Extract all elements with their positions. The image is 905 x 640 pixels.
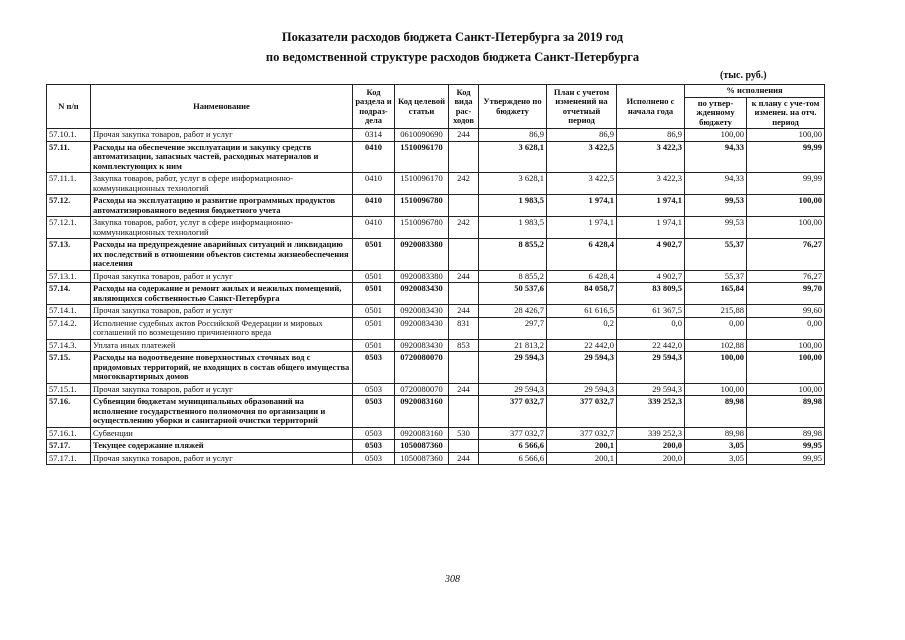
table-row (47, 239, 825, 271)
cell-plan: 377 032,7 (547, 427, 617, 440)
header-pct: % исполнения (685, 85, 825, 98)
cell-vid (449, 195, 479, 217)
cell-name: Субвенции бюджетам муниципальных образований на исполнение государственного полномочия по организации и осуществлению уборки и санитарной очистки территорий (91, 396, 353, 428)
cell-utv: 50 537,6 (479, 283, 547, 305)
cell-pct-utv: 165,84 (685, 283, 747, 305)
cell-num: 57.15. (47, 352, 91, 384)
cell-celevaya: 1510096170 (395, 173, 449, 195)
cell-pct-plan: 100,00 (747, 383, 825, 396)
cell-name: Прочая закупка товаров, работ и услуг (91, 383, 353, 396)
cell-name: Прочая закупка товаров, работ и услуг (91, 129, 353, 142)
cell-plan: 200,1 (547, 440, 617, 453)
cell-isp: 339 252,3 (617, 396, 685, 428)
cell-num: 57.16. (47, 396, 91, 428)
cell-celevaya: 0920083380 (395, 239, 449, 271)
cell-razdel: 0503 (353, 352, 395, 384)
cell-isp: 200,0 (617, 440, 685, 453)
cell-plan: 29 594,3 (547, 383, 617, 396)
cell-num: 57.11.1. (47, 173, 91, 195)
cell-num: 57.17. (47, 440, 91, 453)
cell-utv: 1 983,5 (479, 217, 547, 239)
table-body (47, 129, 825, 465)
table-row (47, 383, 825, 396)
cell-name: Уплата иных платежей (91, 339, 353, 352)
header-name: Наименование (91, 85, 353, 129)
cell-isp: 339 252,3 (617, 427, 685, 440)
cell-razdel: 0314 (353, 129, 395, 142)
cell-razdel: 0501 (353, 305, 395, 318)
cell-pct-plan: 100,00 (747, 352, 825, 384)
cell-razdel: 0410 (353, 217, 395, 239)
cell-celevaya: 0920083430 (395, 283, 449, 305)
cell-razdel: 0503 (353, 383, 395, 396)
cell-pct-utv: 3,05 (685, 452, 747, 465)
cell-isp: 4 902,7 (617, 270, 685, 283)
cell-plan: 200,1 (547, 452, 617, 465)
cell-celevaya: 1510096780 (395, 195, 449, 217)
cell-pct-plan: 100,00 (747, 129, 825, 142)
cell-plan: 86,9 (547, 129, 617, 142)
table-row (47, 440, 825, 453)
cell-num: 57.17.1. (47, 452, 91, 465)
cell-isp: 22 442,0 (617, 339, 685, 352)
table-row (47, 141, 825, 173)
table-row (47, 339, 825, 352)
cell-pct-utv: 94,33 (685, 173, 747, 195)
cell-num: 57.14. (47, 283, 91, 305)
cell-isp: 4 902,7 (617, 239, 685, 271)
cell-razdel: 0410 (353, 173, 395, 195)
header-isp: Исполнено с начала года (617, 85, 685, 129)
cell-plan: 29 594,3 (547, 352, 617, 384)
cell-utv: 3 628,1 (479, 173, 547, 195)
cell-razdel: 0410 (353, 195, 395, 217)
cell-pct-utv: 100,00 (685, 383, 747, 396)
cell-pct-plan: 76,27 (747, 239, 825, 271)
cell-pct-plan: 99,95 (747, 452, 825, 465)
cell-razdel: 0501 (353, 339, 395, 352)
cell-pct-plan: 99,70 (747, 283, 825, 305)
cell-pct-plan: 99,95 (747, 440, 825, 453)
cell-isp: 1 974,1 (617, 195, 685, 217)
table-row (47, 270, 825, 283)
cell-name: Прочая закупка товаров, работ и услуг (91, 305, 353, 318)
cell-celevaya: 0920083160 (395, 396, 449, 428)
cell-razdel: 0503 (353, 452, 395, 465)
cell-name: Расходы на содержание и ремонт жилых и нежилых помещений, являющихся собственностью Санкт-Петербурга (91, 283, 353, 305)
cell-utv: 377 032,7 (479, 396, 547, 428)
cell-plan: 377 032,7 (547, 396, 617, 428)
cell-name: Прочая закупка товаров, работ и услуг (91, 452, 353, 465)
cell-razdel: 0501 (353, 239, 395, 271)
cell-pct-utv: 89,98 (685, 396, 747, 428)
cell-plan: 3 422,5 (547, 141, 617, 173)
cell-plan: 61 616,5 (547, 305, 617, 318)
cell-pct-utv: 89,98 (685, 427, 747, 440)
cell-name: Исполнение судебных актов Российской Федерации и мировых соглашений по возмещению причиненного вреда (91, 317, 353, 339)
table-row (47, 305, 825, 318)
cell-isp: 86,9 (617, 129, 685, 142)
cell-utv: 29 594,3 (479, 352, 547, 384)
cell-name: Прочая закупка товаров, работ и услуг (91, 270, 353, 283)
cell-plan: 6 428,4 (547, 239, 617, 271)
cell-razdel: 0503 (353, 427, 395, 440)
cell-vid (449, 440, 479, 453)
cell-celevaya: 1050087360 (395, 452, 449, 465)
cell-name: Закупка товаров, работ, услуг в сфере информационно-коммуникационных технологий (91, 173, 353, 195)
cell-name: Расходы на обеспечение эксплуатации и закупку средств автоматизации, запасных частей, расходных материалов и комплектующих к ним (91, 141, 353, 173)
cell-pct-plan: 100,00 (747, 217, 825, 239)
cell-vid: 530 (449, 427, 479, 440)
header-pct-plan: к плану с уче-том изменен. на отч. период (747, 97, 825, 129)
cell-isp: 29 594,3 (617, 352, 685, 384)
units-label: (тыс. руб.) (720, 70, 767, 81)
cell-celevaya: 0920083380 (395, 270, 449, 283)
table-row (47, 427, 825, 440)
cell-isp: 0,0 (617, 317, 685, 339)
cell-celevaya: 0610090690 (395, 129, 449, 142)
table-row (47, 129, 825, 142)
cell-vid: 244 (449, 270, 479, 283)
cell-razdel: 0501 (353, 317, 395, 339)
cell-celevaya: 0920083430 (395, 339, 449, 352)
cell-utv: 6 566,6 (479, 452, 547, 465)
cell-plan: 0,2 (547, 317, 617, 339)
cell-num: 57.13.1. (47, 270, 91, 283)
cell-name: Субвенции (91, 427, 353, 440)
header-celevaya: Код целевой статьи (395, 85, 449, 129)
header-num: N п/п (47, 85, 91, 129)
cell-celevaya: 0720080070 (395, 383, 449, 396)
cell-celevaya: 1510096780 (395, 217, 449, 239)
cell-plan: 6 428,4 (547, 270, 617, 283)
table-row (47, 217, 825, 239)
cell-pct-plan: 99,99 (747, 173, 825, 195)
cell-vid: 242 (449, 173, 479, 195)
cell-name: Закупка товаров, работ, услуг в сфере информационно-коммуникационных технологий (91, 217, 353, 239)
cell-vid: 244 (449, 305, 479, 318)
table-row (47, 195, 825, 217)
cell-pct-utv: 100,00 (685, 129, 747, 142)
cell-vid: 244 (449, 452, 479, 465)
table-row (47, 173, 825, 195)
cell-pct-utv: 99,53 (685, 217, 747, 239)
cell-celevaya: 1050087360 (395, 440, 449, 453)
cell-plan: 3 422,5 (547, 173, 617, 195)
cell-utv: 377 032,7 (479, 427, 547, 440)
cell-vid (449, 141, 479, 173)
cell-utv: 8 855,2 (479, 239, 547, 271)
cell-name: Расходы на водоотведение поверхностных сточных вод с придомовых территорий, не входящих в состав общего имущества многоквартирных домов (91, 352, 353, 384)
cell-name: Расходы на эксплуатацию и развитие программных продуктов автоматизированного ведения бюджетного учета (91, 195, 353, 217)
cell-razdel: 0503 (353, 396, 395, 428)
cell-utv: 29 594,3 (479, 383, 547, 396)
cell-vid (449, 352, 479, 384)
cell-utv: 28 426,7 (479, 305, 547, 318)
page-number: 308 (445, 574, 460, 585)
cell-utv: 8 855,2 (479, 270, 547, 283)
cell-num: 57.15.1. (47, 383, 91, 396)
cell-isp: 83 809,5 (617, 283, 685, 305)
cell-vid: 244 (449, 129, 479, 142)
cell-vid: 242 (449, 217, 479, 239)
cell-pct-plan: 0,00 (747, 317, 825, 339)
cell-pct-utv: 0,00 (685, 317, 747, 339)
cell-isp: 61 367,5 (617, 305, 685, 318)
cell-celevaya: 0920083160 (395, 427, 449, 440)
cell-num: 57.12.1. (47, 217, 91, 239)
cell-num: 57.12. (47, 195, 91, 217)
cell-vid (449, 283, 479, 305)
cell-razdel: 0501 (353, 270, 395, 283)
table-row (47, 396, 825, 428)
cell-pct-utv: 102,88 (685, 339, 747, 352)
cell-utv: 86,9 (479, 129, 547, 142)
header-utv: Утверждено по бюджету (479, 85, 547, 129)
cell-utv: 3 628,1 (479, 141, 547, 173)
cell-isp: 3 422,3 (617, 141, 685, 173)
cell-vid: 831 (449, 317, 479, 339)
cell-pct-plan: 89,98 (747, 396, 825, 428)
cell-vid: 244 (449, 383, 479, 396)
cell-pct-utv: 215,88 (685, 305, 747, 318)
cell-num: 57.14.3. (47, 339, 91, 352)
cell-pct-utv: 55,37 (685, 270, 747, 283)
cell-pct-utv: 100,00 (685, 352, 747, 384)
cell-razdel: 0503 (353, 440, 395, 453)
cell-utv: 297,7 (479, 317, 547, 339)
cell-name: Расходы на предупреждение аварийных ситуаций и ликвидацию их последствий в отношении объектов системы жизнеобеспечения населения (91, 239, 353, 271)
cell-isp: 3 422,3 (617, 173, 685, 195)
cell-pct-utv: 94,33 (685, 141, 747, 173)
cell-pct-plan: 99,60 (747, 305, 825, 318)
cell-pct-plan: 99,99 (747, 141, 825, 173)
report-subtitle: по ведомственной структуре расходов бюджета Санкт-Петербурга (265, 50, 640, 64)
cell-isp: 200,0 (617, 452, 685, 465)
cell-utv: 1 983,5 (479, 195, 547, 217)
cell-num: 57.14.2. (47, 317, 91, 339)
table-row (47, 352, 825, 384)
cell-pct-plan: 76,27 (747, 270, 825, 283)
cell-isp: 29 594,3 (617, 383, 685, 396)
cell-razdel: 0501 (353, 283, 395, 305)
cell-num: 57.11. (47, 141, 91, 173)
cell-celevaya: 1510096170 (395, 141, 449, 173)
cell-num: 57.14.1. (47, 305, 91, 318)
header-plan: План с учетом изменений на отчетный период (547, 85, 617, 129)
cell-pct-utv: 55,37 (685, 239, 747, 271)
cell-name: Текущее содержание пляжей (91, 440, 353, 453)
cell-plan: 84 058,7 (547, 283, 617, 305)
cell-pct-plan: 100,00 (747, 339, 825, 352)
table-row (47, 283, 825, 305)
table-row (47, 452, 825, 465)
cell-plan: 1 974,1 (547, 195, 617, 217)
report-title: Показатели расходов бюджета Санкт-Петербурга за 2019 год (281, 30, 624, 44)
cell-celevaya: 0920083430 (395, 305, 449, 318)
cell-num: 57.13. (47, 239, 91, 271)
cell-celevaya: 0720080070 (395, 352, 449, 384)
cell-vid (449, 396, 479, 428)
cell-vid: 853 (449, 339, 479, 352)
cell-pct-plan: 89,98 (747, 427, 825, 440)
cell-celevaya: 0920083430 (395, 317, 449, 339)
cell-razdel: 0410 (353, 141, 395, 173)
cell-num: 57.10.1. (47, 129, 91, 142)
cell-utv: 21 813,2 (479, 339, 547, 352)
header-pct-utv: по утвер-жденному бюджету (685, 97, 747, 129)
table-row (47, 317, 825, 339)
header-razdel: Код раздела и подраз-дела (353, 85, 395, 129)
expenses-table (46, 84, 825, 465)
header-vid: Код вида рас-ходов (449, 85, 479, 129)
cell-utv: 6 566,6 (479, 440, 547, 453)
cell-isp: 1 974,1 (617, 217, 685, 239)
cell-pct-utv: 99,53 (685, 195, 747, 217)
cell-pct-plan: 100,00 (747, 195, 825, 217)
cell-plan: 22 442,0 (547, 339, 617, 352)
cell-vid (449, 239, 479, 271)
cell-pct-utv: 3,05 (685, 440, 747, 453)
cell-num: 57.16.1. (47, 427, 91, 440)
cell-plan: 1 974,1 (547, 217, 617, 239)
